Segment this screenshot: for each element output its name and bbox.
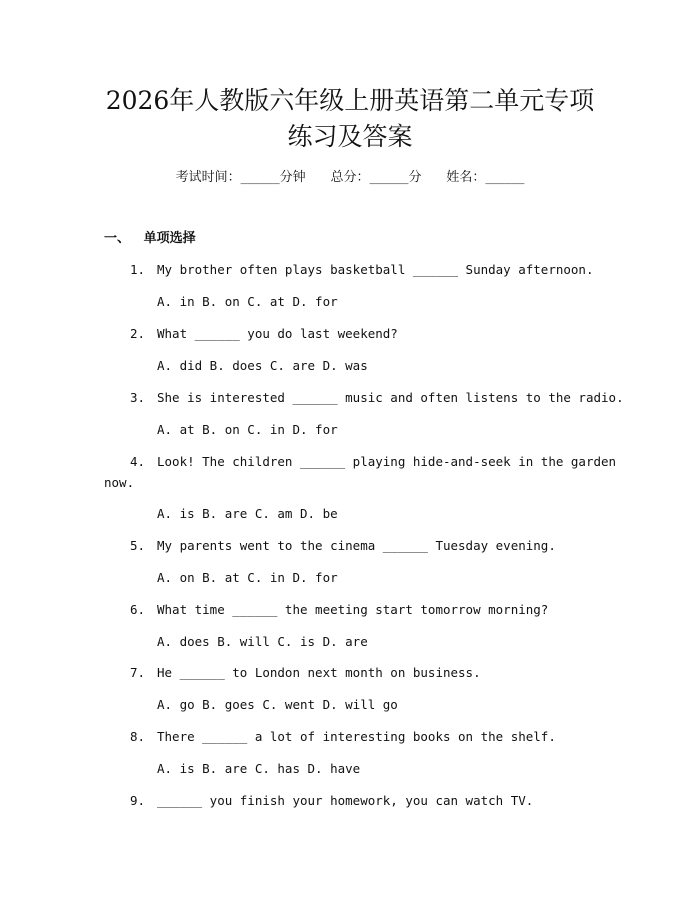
section-number: 一、 (104, 231, 131, 246)
question-number: 8. (130, 729, 146, 744)
section-heading (104, 229, 196, 249)
question-item (104, 388, 624, 408)
question-options: A. go B. goes C. went D. will go (157, 697, 398, 712)
score-unit: 分 (408, 170, 422, 185)
question-text: What time ______ the meeting start tomorrow morning? (157, 602, 549, 617)
question-options: A. in B. on C. at D. for (157, 294, 338, 309)
score-label: 总分： (330, 170, 370, 185)
document-title-line2: 练习及答案 (287, 122, 413, 151)
question-options: A. on B. at C. in D. for (157, 570, 338, 585)
question-number: 9. (130, 793, 146, 808)
question-options: A. is B. are C. am D. be (157, 506, 338, 521)
question-options: A. at B. on C. in D. for (157, 422, 338, 437)
question-item (104, 536, 604, 556)
question-text: ______ you finish your homework, you can watch TV. (157, 793, 534, 808)
question-item (104, 727, 604, 747)
question-number: 6. (130, 602, 146, 617)
score-blank: ______ (369, 170, 409, 185)
question-text: He ______ to London next month on business. (157, 665, 481, 680)
question-text: What ______ you do last weekend? (157, 326, 398, 341)
name-blank: ______ (485, 170, 525, 185)
question-item (104, 663, 604, 683)
question-text-continuation: now. (104, 475, 135, 490)
question-text: She is interested ______ music and often listens to the radio. (157, 390, 624, 405)
question-item (104, 600, 604, 620)
question-options: A. does B. will C. is D. are (157, 634, 368, 649)
time-blank: ______ (240, 170, 280, 185)
question-number: 7. (130, 665, 146, 680)
question-number: 2. (130, 326, 146, 341)
question-text: Look! The children ______ playing hide-and-seek in the garden (157, 454, 617, 469)
question-text: There ______ a lot of interesting books on the shelf. (157, 729, 556, 744)
question-number: 4. (130, 454, 146, 469)
section-title: 单项选择 (143, 231, 196, 246)
question-item (104, 260, 604, 280)
question-number: 5. (130, 538, 146, 553)
question-number: 1. (130, 262, 146, 277)
question-item (104, 791, 604, 811)
name-label: 姓名： (446, 170, 486, 185)
question-item (104, 324, 604, 344)
question-options: A. did B. does C. are D. was (157, 358, 368, 373)
document-title-line1: 2026年人教版六年级上册英语第二单元专项 (105, 86, 595, 115)
question-text: My parents went to the cinema ______ Tuesday evening. (157, 538, 556, 553)
question-options: A. is B. are C. has D. have (157, 761, 361, 776)
time-label: 考试时间： (175, 170, 241, 185)
time-unit: 分钟 (279, 170, 306, 185)
question-number: 3. (130, 390, 146, 405)
question-text: My brother often plays basketball ______ Sunday afternoon. (157, 262, 594, 277)
exam-info-row (0, 167, 700, 189)
question-item (104, 452, 617, 472)
